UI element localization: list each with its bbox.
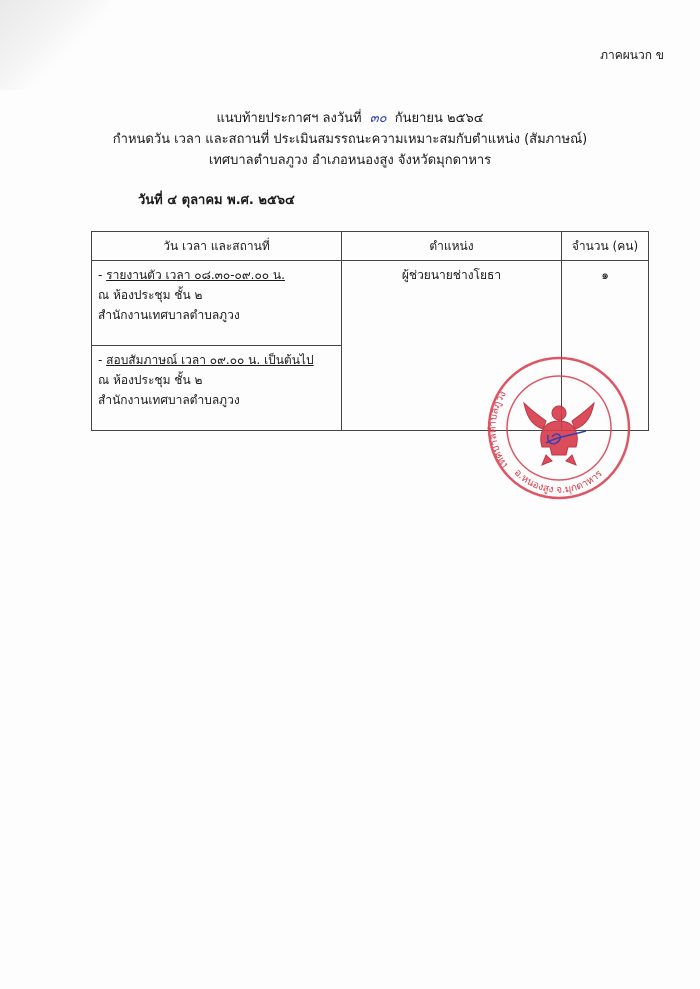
appendix-label: ภาคผนวก ข xyxy=(600,48,664,62)
interview-office: สำนักงานเทศบาลตำบลภูวง xyxy=(98,393,240,407)
column-header-count: จำนวน (คน) xyxy=(562,232,649,261)
header-line-1 xyxy=(0,108,700,129)
official-seal-stamp xyxy=(486,355,632,501)
exam-date: วันที่ ๔ ตุลาคม พ.ศ. ๒๕๖๔ xyxy=(138,193,295,208)
schedule-cell-checkin xyxy=(92,261,342,346)
table-header-row xyxy=(92,232,649,261)
column-header-schedule: วัน เวลา และสถานที่ xyxy=(92,232,342,261)
handwritten-day: ๓๐ xyxy=(369,111,387,126)
column-header-position: ตำแหน่ง xyxy=(342,232,562,261)
table-row xyxy=(92,261,649,346)
checkin-office: สำนักงานเทศบาลตำบลภูวง xyxy=(98,308,240,322)
interview-title: สอบสัมภาษณ์ เวลา ๐๙.๐๐ น. เป็นต้นไป xyxy=(106,353,314,367)
stamp-text-left: เทศบาลตำบลภูวง xyxy=(487,389,511,470)
schedule-cell-interview xyxy=(92,346,342,431)
header-line-2: กำหนดวัน เวลา และสถานที่ ประเมินสมรรถนะความเหมาะสมกับตำแหน่ง (สัมภาษณ์) xyxy=(112,132,588,147)
header-line-1-prefix: แนบท้ายประกาศฯ ลงวันที่ xyxy=(216,111,362,126)
interview-time: - สอบสัมภาษณ์ เวลา ๐๙.๐๐ น. เป็นต้นไป xyxy=(98,353,314,367)
document-header xyxy=(0,108,700,171)
stamp-text-bottom: อ.หนองสูง จ.มุกดาหาร xyxy=(511,467,605,496)
checkin-room: ณ ห้องประชุม ชั้น ๒ xyxy=(98,288,203,302)
position-cell: ผู้ช่วยนายช่างโยธา xyxy=(342,261,562,431)
header-line-3: เทศบาลตำบลภูวง อำเภอหนองสูง จังหวัดมุกดาหาร xyxy=(208,153,492,168)
header-line-1-suffix: กันยายน ๒๕๖๔ xyxy=(394,111,484,126)
interview-room: ณ ห้องประชุม ชั้น ๒ xyxy=(98,373,203,387)
count-cell: ๑ xyxy=(562,261,649,431)
paper-fold-shadow xyxy=(0,0,110,90)
checkin-title: รายงานตัว เวลา ๐๘.๓๐-๐๙.๐๐ น. xyxy=(106,268,285,282)
checkin-time: - รายงานตัว เวลา ๐๘.๓๐-๐๙.๐๐ น. xyxy=(98,268,285,282)
